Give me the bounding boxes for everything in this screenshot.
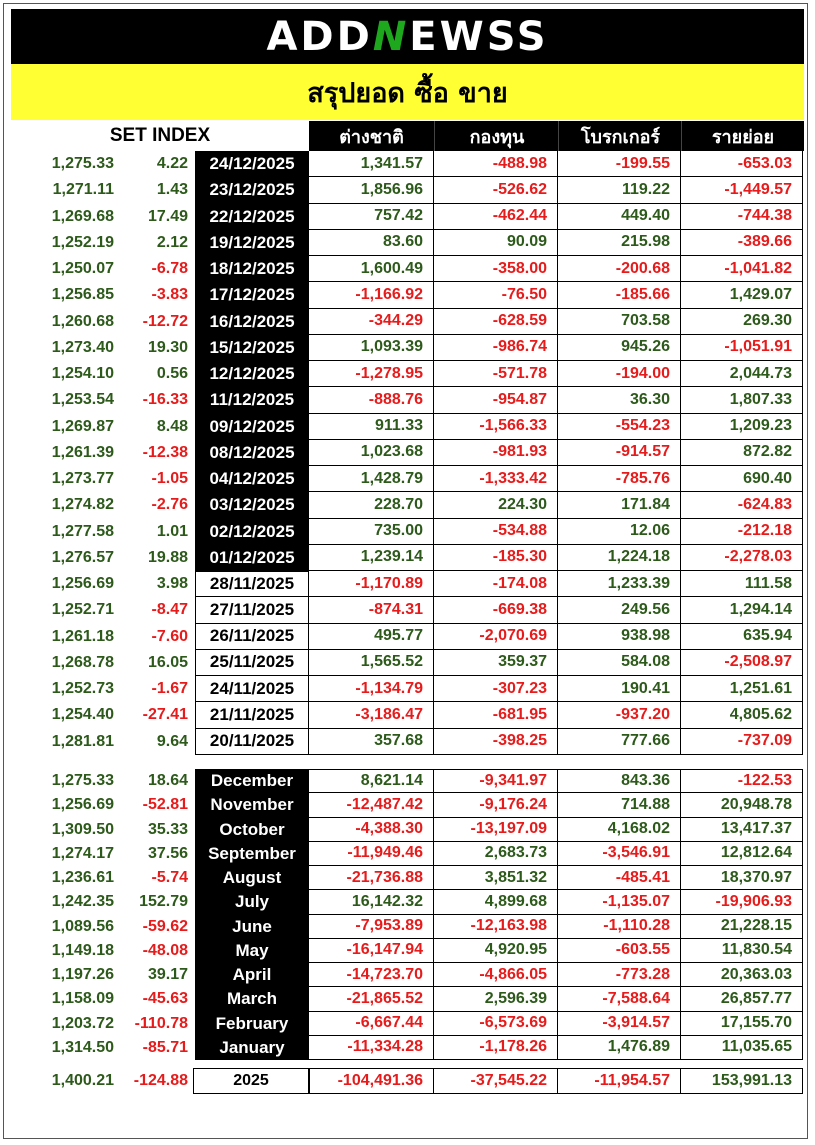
retail-value: -1,449.57 [681,177,803,203]
set-index-value: 1,269.68 [51,207,114,225]
table-row [0,963,815,987]
date-cell: 02/12/2025 [195,519,309,545]
broker-value: -7,588.64 [558,987,681,1011]
fund-value: -986.74 [434,335,558,361]
fund-value: -2,070.69 [434,624,558,650]
date-cell: 01/12/2025 [195,545,309,571]
month-cell: May [195,939,309,963]
fund-value: 90.09 [434,230,558,256]
set-index-value: 1,256.69 [51,575,114,593]
date-cell: 11/12/2025 [195,387,309,413]
foreign-value: -21,865.52 [309,987,434,1011]
table-row [0,414,815,440]
date-cell: 08/12/2025 [195,440,309,466]
retail-value: 1,209.23 [681,414,803,440]
date-cell: 24/11/2025 [195,676,309,702]
broker-value: 945.26 [558,335,681,361]
set-index-value: 1,197.26 [51,966,114,984]
date-cell: 26/11/2025 [195,624,309,650]
set-index-change: -85.71 [142,1038,188,1056]
broker-value: -914.57 [558,440,681,466]
fund-value: -4,866.05 [434,963,558,987]
set-index-value: 1,274.82 [51,496,114,514]
table-row [0,866,815,890]
set-index-change: -3.83 [151,286,188,304]
broker-value: -937.20 [558,702,681,728]
set-index-change: -7.60 [151,627,188,645]
foreign-value: -12,487.42 [309,793,434,817]
fund-value: -1,566.33 [434,414,558,440]
fund-value: 3,851.32 [434,866,558,890]
foreign-value: 1,428.79 [309,466,434,492]
broker-value: 1,224.18 [558,545,681,571]
year-cell: 2025 [193,1068,309,1094]
retail-value: 690.40 [681,466,803,492]
table-row [0,571,815,597]
brand-header [11,9,804,64]
foreign-value: -16,147.94 [309,939,434,963]
fund-value: -954.87 [434,387,558,413]
retail-value: 153,991.13 [681,1068,803,1094]
set-index-change: 35.33 [147,820,188,838]
fund-value: -9,176.24 [434,793,558,817]
fund-value: -534.88 [434,519,558,545]
fund-value: 224.30 [434,492,558,518]
set-index-change: -48.08 [142,941,188,959]
foreign-value: 1,341.57 [309,151,434,177]
retail-value: -1,041.82 [681,256,803,282]
retail-value: -2,278.03 [681,545,803,571]
set-index-change: 19.30 [147,338,188,356]
broker-value: 703.58 [558,309,681,335]
table-row [0,440,815,466]
foreign-value: -1,170.89 [309,571,434,597]
broker-value: -485.41 [558,866,681,890]
broker-value: -3,546.91 [558,842,681,866]
table-row [0,650,815,676]
fund-value: -6,573.69 [434,1012,558,1036]
month-cell: September [195,842,309,866]
set-index-change: -2.76 [151,496,188,514]
foreign-value: -1,278.95 [309,361,434,387]
foreign-value: -21,736.88 [309,866,434,890]
retail-value: 635.94 [681,624,803,650]
set-index-value: 1,274.17 [51,844,114,862]
retail-value: 111.58 [681,571,803,597]
broker-value: 36.30 [558,387,681,413]
foreign-value: 1,239.14 [309,545,434,571]
table-row [0,702,815,728]
table-row [0,151,815,177]
set-index-value: 1,261.18 [51,627,114,645]
foreign-value: 1,565.52 [309,650,434,676]
set-index-change: -1.05 [151,470,188,488]
table-row [0,256,815,282]
foreign-value: 1,856.96 [309,177,434,203]
table-row [0,1068,815,1094]
set-index-change: 16.05 [147,653,188,671]
set-index-value: 1,271.11 [52,181,114,199]
broker-value: 249.56 [558,597,681,623]
set-index-value: 1,250.07 [51,260,114,278]
foreign-value: 8,621.14 [309,769,434,793]
broker-value: -1,110.28 [558,915,681,939]
set-index-value: 1,242.35 [51,893,114,911]
retail-value: 1,251.61 [681,676,803,702]
retail-value: 26,857.77 [681,987,803,1011]
set-index-change: 8.48 [156,417,188,435]
set-index-change: 39.17 [147,966,188,984]
table-row [0,676,815,702]
table-row [0,915,815,939]
retail-value: 20,948.78 [681,793,803,817]
fund-value: 4,920.95 [434,939,558,963]
set-index-value: 1,276.57 [51,548,114,566]
date-cell: 09/12/2025 [195,414,309,440]
broker-value: 171.84 [558,492,681,518]
date-cell: 15/12/2025 [195,335,309,361]
retail-value: -389.66 [681,230,803,256]
broker-value: 119.22 [558,177,681,203]
broker-value: -11,954.57 [558,1068,681,1094]
set-index-value: 1,269.87 [51,417,114,435]
fund-value: -76.50 [434,282,558,308]
fund-value: -681.95 [434,702,558,728]
retail-value: 1,294.14 [681,597,803,623]
table-row [0,387,815,413]
set-index-value: 1,281.81 [51,732,114,750]
date-cell: 27/11/2025 [195,597,309,623]
fund-value: -9,341.97 [434,769,558,793]
table-row [0,335,815,361]
table-row [0,729,815,755]
foreign-value: -6,667.44 [309,1012,434,1036]
fund-value: -462.44 [434,204,558,230]
table-row [0,939,815,963]
set-index-change: 3.98 [156,575,188,593]
date-cell: 19/12/2025 [195,230,309,256]
broker-value: 12.06 [558,519,681,545]
foreign-value: 16,142.32 [309,890,434,914]
broker-value: 190.41 [558,676,681,702]
foreign-value: -104,491.36 [309,1068,434,1094]
set-index-value: 1,273.40 [51,338,114,356]
foreign-value: 228.70 [309,492,434,518]
set-index-change: 18.64 [147,772,188,790]
foreign-value: 757.42 [309,204,434,230]
month-cell: January [195,1036,309,1060]
date-cell: 24/12/2025 [195,151,309,177]
fund-value: -13,197.09 [434,818,558,842]
month-cell: November [195,793,309,817]
set-index-value: 1,158.09 [51,990,114,1008]
broker-value: 584.08 [558,650,681,676]
fund-value: -398.25 [434,729,558,755]
table-row [0,545,815,571]
broker-value: -3,914.57 [558,1012,681,1036]
broker-value: 4,168.02 [558,818,681,842]
date-cell: 18/12/2025 [195,256,309,282]
month-cell: August [195,866,309,890]
retail-value: -212.18 [681,519,803,545]
broker-value: -199.55 [558,151,681,177]
fund-value: -37,545.22 [434,1068,558,1094]
retail-value: -737.09 [681,729,803,755]
foreign-value: 83.60 [309,230,434,256]
foreign-value: 357.68 [309,729,434,755]
retail-value: -122.53 [681,769,803,793]
date-cell: 03/12/2025 [195,492,309,518]
set-index-value: 1,254.40 [51,706,114,724]
fund-header: กองทุน [434,121,559,151]
foreign-value: 1,093.39 [309,335,434,361]
table-row [0,890,815,914]
set-index-value: 1,275.33 [51,155,114,173]
foreign-value: 495.77 [309,624,434,650]
set-index-change: 1.01 [156,522,188,540]
date-cell: 20/11/2025 [195,729,309,755]
foreign-header: ต่างชาติ [309,121,434,151]
month-cell: December [195,769,309,793]
set-index-change: 17.49 [147,207,188,225]
table-row [0,519,815,545]
set-index-header: SET INDEX [109,125,211,146]
foreign-value: -1,134.79 [309,676,434,702]
retail-value: 13,417.37 [681,818,803,842]
table-row [0,1036,815,1060]
retail-value: 11,830.54 [681,939,803,963]
table-row [0,309,815,335]
fund-value: 4,899.68 [434,890,558,914]
foreign-value: 1,023.68 [309,440,434,466]
broker-value: -785.76 [558,466,681,492]
set-index-change: -52.81 [142,796,188,814]
set-index-value: 1,149.18 [51,941,114,959]
fund-value: -526.62 [434,177,558,203]
retail-value: 11,035.65 [681,1036,803,1060]
set-index-value: 1,254.10 [51,365,114,383]
set-index-change: -8.47 [151,601,188,619]
set-index-change: 4.22 [156,155,188,173]
broker-value: -603.55 [558,939,681,963]
retail-value: 269.30 [681,309,803,335]
set-index-value: 1,252.71 [51,601,114,619]
date-cell: 28/11/2025 [195,571,309,597]
foreign-value: 1,600.49 [309,256,434,282]
broker-value: 843.36 [558,769,681,793]
brand-logo: ADDNEWSS [266,13,549,60]
fund-value: -488.98 [434,151,558,177]
retail-value: 12,812.64 [681,842,803,866]
table-row [0,597,815,623]
set-index-change: 1.43 [156,181,188,199]
set-index-change: -45.63 [142,990,188,1008]
retail-value: -653.03 [681,151,803,177]
set-index-value: 1,089.56 [51,917,114,935]
fund-value: -358.00 [434,256,558,282]
table-row [0,842,815,866]
retail-value: 21,228.15 [681,915,803,939]
set-index-value: 1,309.50 [51,820,114,838]
set-index-change: -6.78 [151,260,188,278]
table-row [0,818,815,842]
set-index-value: 1,273.77 [51,470,114,488]
set-index-change: -27.41 [142,706,188,724]
broker-value: 215.98 [558,230,681,256]
date-cell: 16/12/2025 [195,309,309,335]
retail-value: 4,805.62 [681,702,803,728]
foreign-value: 911.33 [309,414,434,440]
retail-value: 17,155.70 [681,1012,803,1036]
set-index-change: -124.88 [133,1072,188,1089]
fund-value: -1,178.26 [434,1036,558,1060]
foreign-value: -3,186.47 [309,702,434,728]
fund-value: -307.23 [434,676,558,702]
set-index-change: -1.67 [151,680,188,698]
broker-value: 1,233.39 [558,571,681,597]
date-cell: 21/11/2025 [195,702,309,728]
fund-value: 2,596.39 [434,987,558,1011]
foreign-value: -874.31 [309,597,434,623]
set-index-value: 1,256.69 [51,796,114,814]
retail-value: 872.82 [681,440,803,466]
retail-value: -1,051.91 [681,335,803,361]
table-row [0,793,815,817]
table-row [0,987,815,1011]
fund-value: -628.59 [434,309,558,335]
retail-value: 18,370.97 [681,866,803,890]
set-index-change: -12.38 [142,443,188,461]
foreign-value: 735.00 [309,519,434,545]
broker-value: 1,476.89 [558,1036,681,1060]
fund-value: -174.08 [434,571,558,597]
broker-value: 449.40 [558,204,681,230]
table-row [0,769,815,793]
retail-value: 2,044.73 [681,361,803,387]
foreign-value: -4,388.30 [309,818,434,842]
set-index-value: 1,314.50 [51,1038,114,1056]
retail-value: 20,363.03 [681,963,803,987]
set-index-value: 1,253.54 [51,391,114,409]
foreign-value: -344.29 [309,309,434,335]
retail-value: -624.83 [681,492,803,518]
set-index-change: 2.12 [156,233,188,251]
foreign-value: -888.76 [309,387,434,413]
set-index-change: -16.33 [142,391,188,409]
broker-value: -200.68 [558,256,681,282]
broker-value: -185.66 [558,282,681,308]
set-index-value: 1,203.72 [51,1014,114,1032]
set-index-change: 0.56 [156,365,188,383]
set-index-value: 1,275.33 [51,772,114,790]
foreign-value: -11,334.28 [309,1036,434,1060]
retail-value: 1,429.07 [681,282,803,308]
foreign-value: -11,949.46 [309,842,434,866]
set-index-change: -5.74 [151,869,188,887]
date-cell: 04/12/2025 [195,466,309,492]
fund-value: -981.93 [434,440,558,466]
month-cell: March [195,987,309,1011]
broker-header: โบรกเกอร์ [558,121,682,151]
table-row [0,177,815,203]
retail-value: -2,508.97 [681,650,803,676]
set-index-change: 37.56 [147,844,188,862]
foreign-value: -1,166.92 [309,282,434,308]
set-index-change: 9.64 [156,732,188,750]
page-title: สรุปยอด ซื้อ ขาย [11,64,804,120]
set-index-value: 1,236.61 [51,869,114,887]
date-cell: 22/12/2025 [195,204,309,230]
set-index-change: -12.72 [142,312,188,330]
fund-value: -12,163.98 [434,915,558,939]
table-row [0,466,815,492]
set-index-value: 1,268.78 [51,653,114,671]
broker-value: 714.88 [558,793,681,817]
date-cell: 17/12/2025 [195,282,309,308]
set-index-value: 1,256.85 [51,286,114,304]
broker-value: -773.28 [558,963,681,987]
broker-value: -1,135.07 [558,890,681,914]
month-cell: July [195,890,309,914]
table-row [0,230,815,256]
fund-value: -669.38 [434,597,558,623]
fund-value: 2,683.73 [434,842,558,866]
fund-value: -1,333.42 [434,466,558,492]
table-row [0,492,815,518]
month-cell: October [195,818,309,842]
broker-value: -554.23 [558,414,681,440]
set-index-value: 1,260.68 [51,312,114,330]
set-index-value: 1,252.73 [51,680,114,698]
broker-value: 938.98 [558,624,681,650]
retail-value: 1,807.33 [681,387,803,413]
retail-value: -19,906.93 [681,890,803,914]
set-index-value: 1,400.21 [51,1072,114,1089]
set-index-change: 152.79 [139,893,188,911]
retail-value: -744.38 [681,204,803,230]
table-row [0,1012,815,1036]
broker-value: -194.00 [558,361,681,387]
set-index-value: 1,252.19 [51,233,114,251]
table-row [0,361,815,387]
foreign-value: -7,953.89 [309,915,434,939]
month-cell: June [195,915,309,939]
fund-value: -571.78 [434,361,558,387]
set-index-value: 1,277.58 [51,522,114,540]
table-row [0,204,815,230]
set-index-value: 1,261.39 [51,443,114,461]
date-cell: 23/12/2025 [195,177,309,203]
set-index-change: 19.88 [147,548,188,566]
foreign-value: -14,723.70 [309,963,434,987]
month-cell: February [195,1012,309,1036]
date-cell: 12/12/2025 [195,361,309,387]
table-row [0,282,815,308]
set-index-change: -59.62 [142,917,188,935]
broker-value: 777.66 [558,729,681,755]
set-index-change: -110.78 [134,1014,188,1032]
date-cell: 25/11/2025 [195,650,309,676]
fund-value: 359.37 [434,650,558,676]
month-cell: April [195,963,309,987]
fund-value: -185.30 [434,545,558,571]
retail-header: รายย่อย [681,121,804,151]
table-row [0,624,815,650]
